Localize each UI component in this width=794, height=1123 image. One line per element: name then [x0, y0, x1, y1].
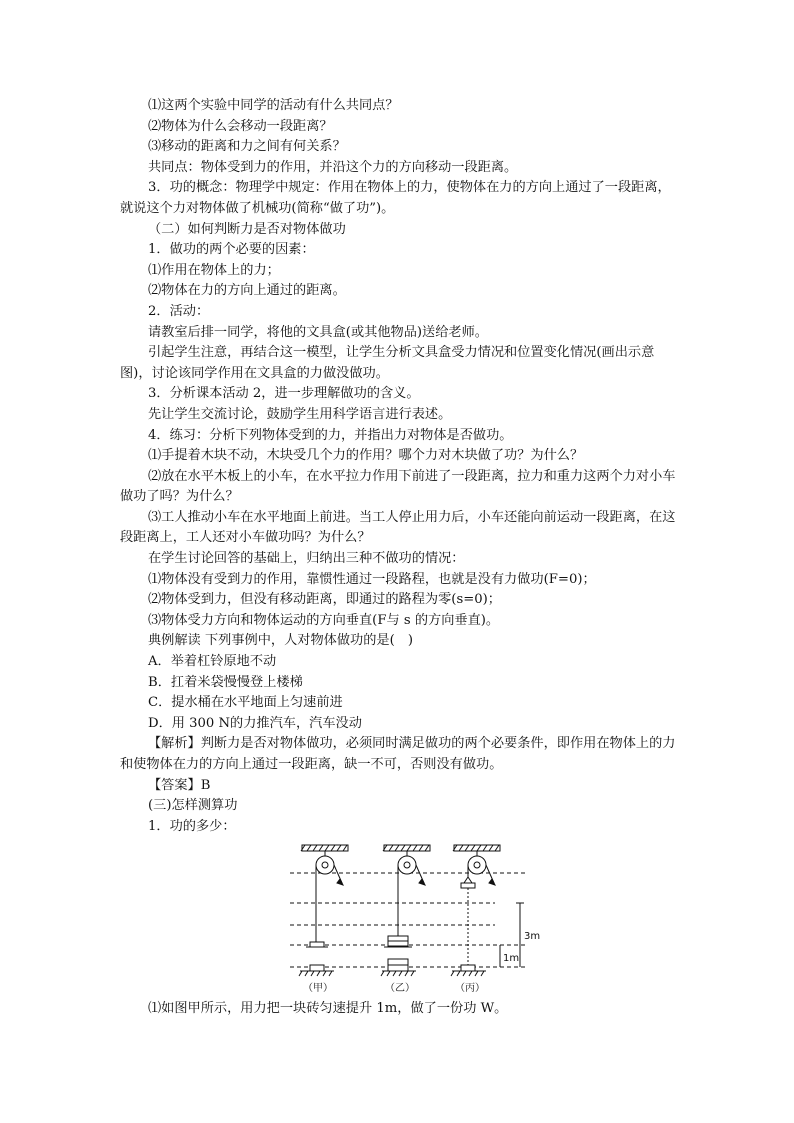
factor-2: ⑵物体在力的方向上通过的距离。	[148, 283, 346, 299]
no-work-case-2: ⑵物体受到力，但没有移动距离，即通过的路程为零(s=0)；	[148, 592, 501, 608]
option-d: D．用 300 N的力推汽车，汽车没动	[148, 715, 362, 731]
no-work-case-3: ⑶物体受力方向和物体运动的方向垂直(F与 s 的方向垂直)。	[148, 612, 500, 628]
activity-heading: 2．活动：	[148, 303, 210, 319]
discussion-text: 先让学生交流讨论，鼓励学生用科学语言进行表述。	[148, 406, 452, 422]
brick-ground	[310, 965, 324, 971]
activity-analysis: 引起学生注意，再结合这一模型，让学生分析文具盒受力情况和位置变化情况(画出示意图)，讨论该同学作用在文具盒的力做没做功。	[120, 345, 655, 381]
brick-stack	[388, 936, 408, 941]
question-3: ⑶移动的距离和力之间有何关系？	[148, 139, 346, 155]
label-yi: （乙）	[385, 983, 415, 995]
question-2: ⑵物体为什么会移动一段距离？	[148, 118, 333, 134]
exercise-2: ⑵放在水平木板上的小车，在水平拉力作用下前进了一段距离，拉力和重力这两个力对小车做功了吗？为什么？	[120, 468, 676, 505]
brick-ground	[461, 965, 475, 971]
pulley-figure	[120, 839, 680, 999]
setup-bing	[451, 845, 500, 976]
analysis-heading: 3．分析课本活动 2，进一步理解做功的含义。	[148, 386, 420, 402]
factors-heading: 1．做功的两个必要的因素：	[148, 242, 315, 258]
option-c: C．提水桶在水平地面上匀速前进	[148, 695, 343, 711]
setup-yi	[381, 845, 430, 976]
document-body	[120, 96, 680, 1020]
answer-text: 【答案】B	[148, 777, 211, 793]
summary-intro: 在学生讨论回答的基础上，归纳出三种不做功的情况：	[148, 551, 465, 567]
label-1m: 1m	[503, 953, 520, 965]
amount-of-work-heading: 1．功的多少：	[148, 818, 236, 834]
common-point: 共同点：物体受到力的作用，并沿这个力的方向移动一段距离。	[148, 159, 518, 175]
brick	[310, 942, 324, 947]
section-heading-2: （二）如何判断力是否对物体做功	[148, 221, 346, 237]
no-work-case-1: ⑴物体没有受到力的作用，靠惯性通过一段路程，也就是没有力做功(F=0)；	[148, 571, 596, 587]
label-3m: 3m	[524, 931, 541, 943]
pulley-diagram	[120, 839, 680, 999]
label-bing: （丙）	[455, 983, 485, 995]
section-heading-3: (三)怎样测算功	[148, 798, 238, 814]
activity-text: 请教室后排一同学，将他的文具盒(或其他物品)送给老师。	[148, 324, 488, 340]
brick-stack-ground	[388, 959, 408, 965]
exercise-3: ⑶工人推动小车在水平地面上前进。当工人停止用力后，小车还能向前运动一段距离，在这段距离上，工人还对小车做功吗？为什么？	[120, 509, 676, 546]
question-1: ⑴这两个实验中同学的活动有什么共同点？	[148, 98, 399, 113]
setup-jia	[299, 845, 348, 976]
work-concept: 3．功的概念：物理学中规定：作用在物体上的力，使物体在力的方向上通过了一段距离，就说这个力对物体做了机械功(简称“做了功”)。	[120, 180, 671, 216]
analysis-text: 【解析】判断力是否对物体做功，必须同时满足做功的两个必要条件，即作用在物体上的力和使物体在力的方向上通过一段距离，缺一不可，否则没有做功。	[120, 736, 676, 772]
option-b: B．扛着米袋慢慢登上楼梯	[148, 674, 303, 690]
example-question: 典例解读 下列事例中，人对物体做功的是( )	[148, 633, 414, 649]
exercise-1: ⑴手提着木块不动，木块受几个力的作用？哪个力对木块做了功？为什么？	[148, 448, 584, 464]
option-a: A．举着杠铃原地不动	[148, 654, 277, 670]
label-jia: （甲）	[303, 983, 333, 995]
figure-explanation: ⑴如图甲所示，用力把一块砖匀速提升 1m，做了一份功 W。	[148, 1001, 508, 1017]
factor-1: ⑴作用在物体上的力；	[148, 262, 280, 278]
exercise-heading: 4．练习：分析下列物体受到的力，并指出力对物体是否做功。	[148, 427, 513, 443]
brick-raised	[461, 883, 475, 888]
